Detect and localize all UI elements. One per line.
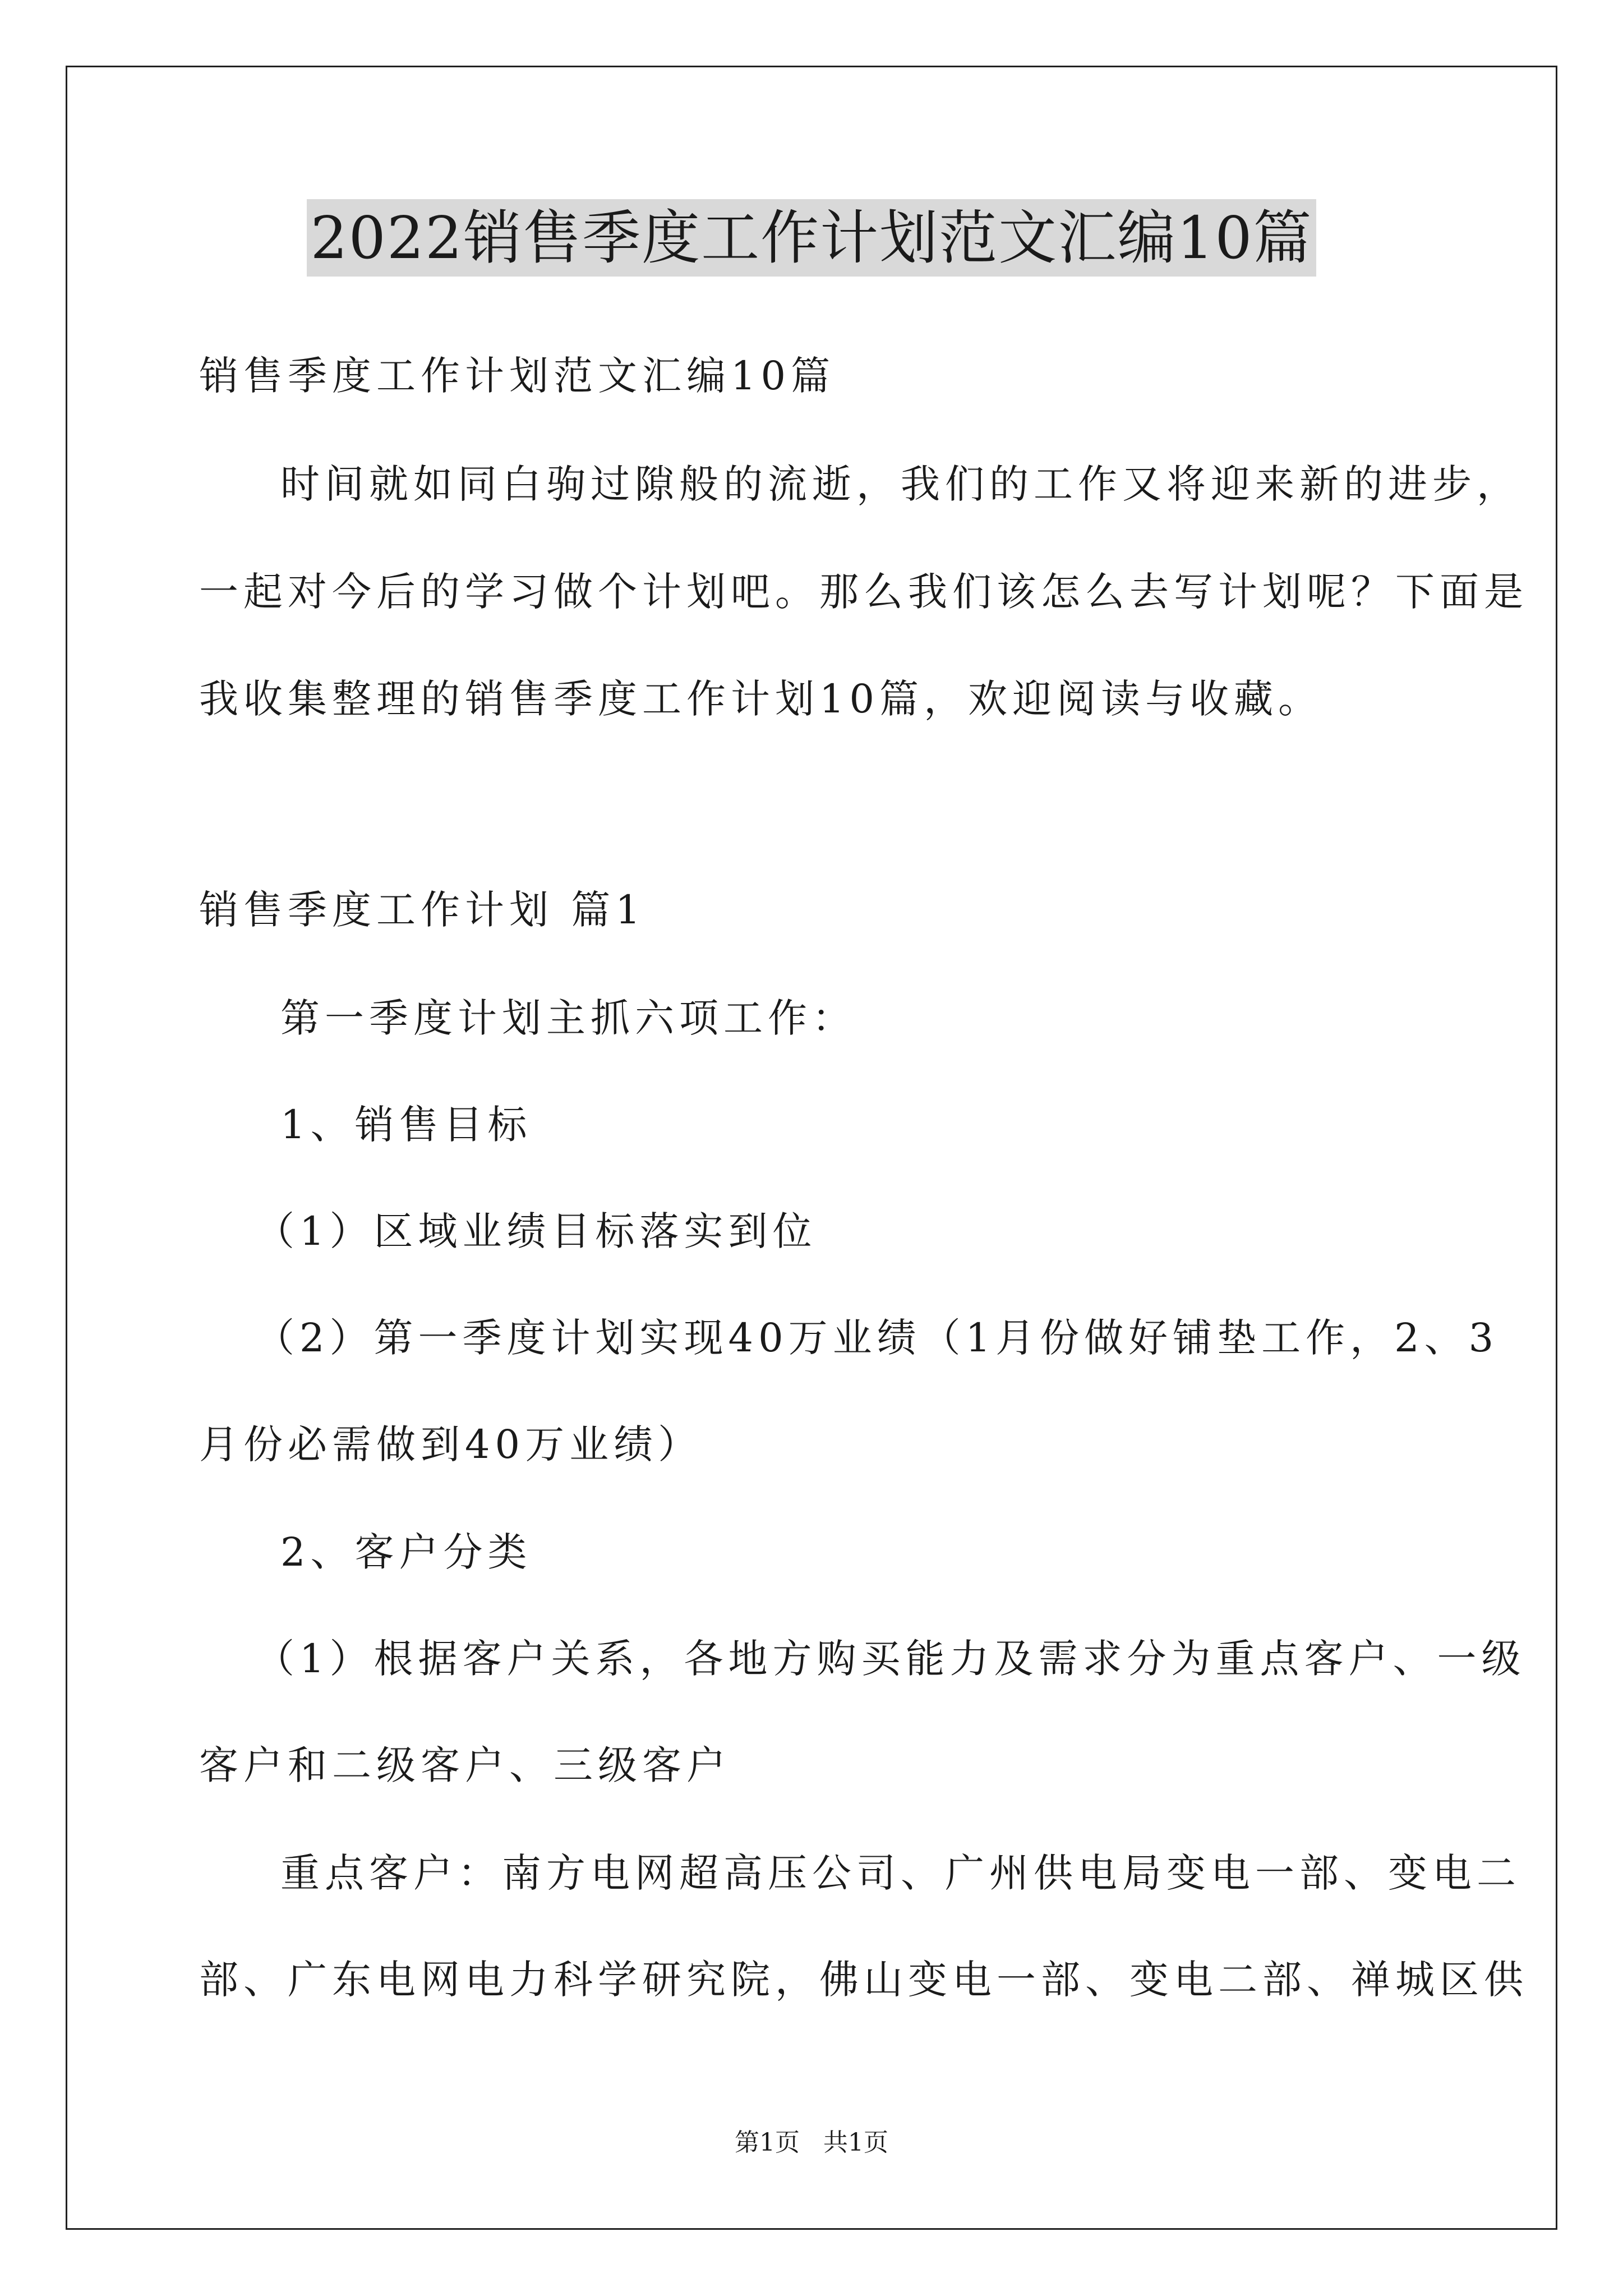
page-footer	[0, 2127, 1623, 2159]
body-line-9: 重点客户：南方电网超高压公司、广州供电局变电一部、变电二	[280, 1850, 1521, 1896]
body-line-2: 1、销售目标	[280, 1102, 532, 1148]
section-heading: 销售季度工作计划 篇1	[199, 887, 645, 933]
intro-line-3: 我收集整理的销售季度工作计划10篇，欢迎阅读与收藏。	[199, 676, 1323, 722]
body-line-5: 月份必需做到40万业绩）	[199, 1421, 703, 1467]
body-line-10: 部、广东电网电力科学研究院，佛山变电一部、变电二部、禅城区供	[199, 1957, 1528, 2003]
page-total: 共1页	[823, 2128, 888, 2157]
intro-line-1: 时间就如同白驹过隙般的流逝，我们的工作又将迎来新的进步，	[280, 461, 1521, 507]
document-title: 2022销售季度工作计划范文汇编10篇	[307, 199, 1316, 277]
body-line-4: （2）第一季度计划实现40万业绩（1月份做好铺垫工作，2、3	[255, 1315, 1499, 1361]
page-number: 第1页	[735, 2128, 800, 2157]
body-line-1: 第一季度计划主抓六项工作：	[280, 995, 856, 1041]
body-line-8: 客户和二级客户、三级客户	[199, 1742, 731, 1788]
document-subtitle: 销售季度工作计划范文汇编10篇	[199, 353, 836, 399]
body-line-3: （1）区域业绩目标落实到位	[255, 1208, 817, 1254]
body-line-7: （1）根据客户关系，各地方购买能力及需求分为重点客户、一级	[255, 1636, 1526, 1682]
intro-line-2: 一起对今后的学习做个计划吧。那么我们该怎么去写计划呢？下面是	[199, 569, 1528, 615]
body-line-6: 2、客户分类	[280, 1529, 532, 1575]
title-container	[0, 199, 1623, 277]
